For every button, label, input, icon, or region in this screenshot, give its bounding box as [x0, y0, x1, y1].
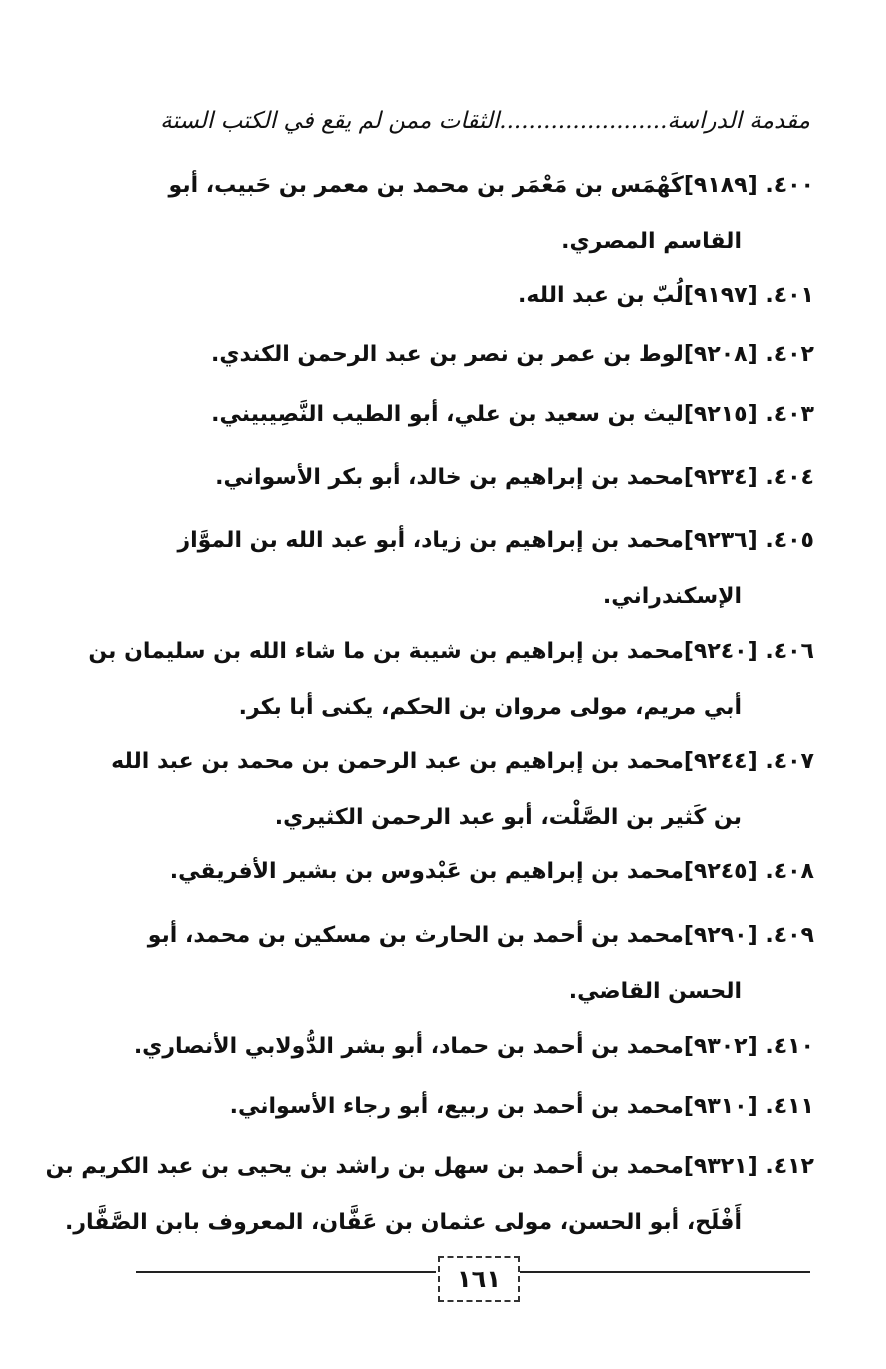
entry-number: ٤١١. [765, 1094, 814, 1119]
entry-text: محمد بن إبراهيم بن عبد الرحمن بن محمد بن عبد الله [111, 749, 684, 774]
entry-405 [138, 513, 814, 625]
entry-ref: [٩٢٩٠] [683, 923, 758, 948]
entry-text: محمد بن أحمد بن سهل بن راشد بن يحيى بن عبد الكريم بن [45, 1154, 684, 1179]
entry-ref: [٩٢٠٨] [683, 342, 758, 367]
entry-ref: [٩١٨٩] [683, 173, 758, 198]
entry-ref: [٩١٩٧] [683, 283, 758, 308]
entry-number: ٤٠١. [765, 283, 814, 308]
entry-ref: [٩٣١٠] [683, 1094, 758, 1119]
entry-text: محمد بن أحمد بن حماد، أبو بشر الدُّولابي الأنصاري. [133, 1034, 684, 1059]
entry-number: ٤٠٣. [765, 402, 814, 427]
entry-ref: [٩٢٤٥] [683, 859, 758, 884]
entry-402 [138, 327, 814, 383]
entry-411 [138, 1079, 814, 1135]
entry-number: ٤٠٢. [765, 342, 814, 367]
entry-408 [138, 844, 814, 900]
entry-ref: [٩٢٣٦] [683, 528, 758, 553]
entry-continuation: أبي مريم، مولى مروان بن الحكم، يكنى أبا بكر. [238, 695, 742, 720]
entry-number: ٤٠٠. [765, 173, 814, 198]
entry-number: ٤١٢. [765, 1154, 814, 1179]
entry-continuation: الحسن القاضي. [568, 979, 742, 1004]
running-header: مقدمة الدراسة.......................الثقات ممن لم يقع في الكتب الستة [160, 108, 810, 134]
footer-divider-right [520, 1271, 810, 1273]
entry-continuation: أَفْلَح، أبو الحسن، مولى عثمان بن عَفَّان، المعروف بابن الصَّفَّار. [65, 1210, 742, 1235]
footer-divider-left [136, 1271, 436, 1273]
entry-412 [45, 1139, 814, 1251]
entry-ref: [٩٢١٥] [683, 402, 758, 427]
page-number: ١٦١ [438, 1256, 520, 1302]
entry-text: محمد بن أحمد بن الحارث بن مسكين بن محمد، أبو [147, 923, 684, 948]
entry-text: لوط بن عمر بن نصر بن عبد الرحمن الكندي. [210, 342, 684, 367]
entry-number: ٤٠٩. [765, 923, 814, 948]
entry-continuation: القاسم المصري. [561, 229, 742, 254]
entry-text: محمد بن إبراهيم بن شيبة بن ما شاء الله بن سليمان بن [88, 639, 684, 664]
entry-ref: [٩٢٤٤] [683, 749, 758, 774]
entry-continuation: بن كَثير بن الصَّلْت، أبو عبد الرحمن الكثيري. [274, 805, 742, 830]
entry-text: محمد بن إبراهيم بن زياد، أبو عبد الله بن الموَّاز [177, 528, 684, 553]
entry-text: لُبّ بن عبد الله. [518, 283, 684, 308]
entry-text: كَهْمَس بن مَعْمَر بن محمد بن معمر بن حَبيب، أبو [168, 173, 684, 198]
entry-410 [133, 1019, 814, 1075]
entry-406 [88, 624, 814, 736]
entry-ref: [٩٣٠٢] [683, 1034, 758, 1059]
entry-number: ٤٠٧. [765, 749, 814, 774]
entry-text: ليث بن سعيد بن علي، أبو الطيب النَّصِيبيني. [211, 402, 684, 427]
entry-text: محمد بن إبراهيم بن خالد، أبو بكر الأسواني. [215, 465, 684, 490]
entry-ref: [٩٢٤٠] [683, 639, 758, 664]
entry-number: ٤٠٤. [765, 465, 814, 490]
entry-number: ٤٠٨. [765, 859, 814, 884]
entry-404 [138, 450, 814, 506]
entry-407 [111, 734, 814, 846]
entry-number: ٤٠٦. [765, 639, 814, 664]
entry-ref: [٩٢٣٤] [683, 465, 758, 490]
entry-403 [138, 387, 814, 443]
entry-ref: [٩٣٢١] [683, 1154, 758, 1179]
entry-number: ٤٠٥. [765, 528, 814, 553]
entry-continuation: الإسكندراني. [602, 584, 742, 609]
entry-400 [138, 158, 814, 270]
entry-401 [138, 268, 814, 324]
entry-number: ٤١٠. [765, 1034, 814, 1059]
entry-409 [138, 908, 814, 1020]
entry-text: محمد بن إبراهيم بن عَبْدوس بن بشير الأفريقي. [169, 859, 684, 884]
entry-text: محمد بن أحمد بن ربيع، أبو رجاء الأسواني. [229, 1094, 684, 1119]
